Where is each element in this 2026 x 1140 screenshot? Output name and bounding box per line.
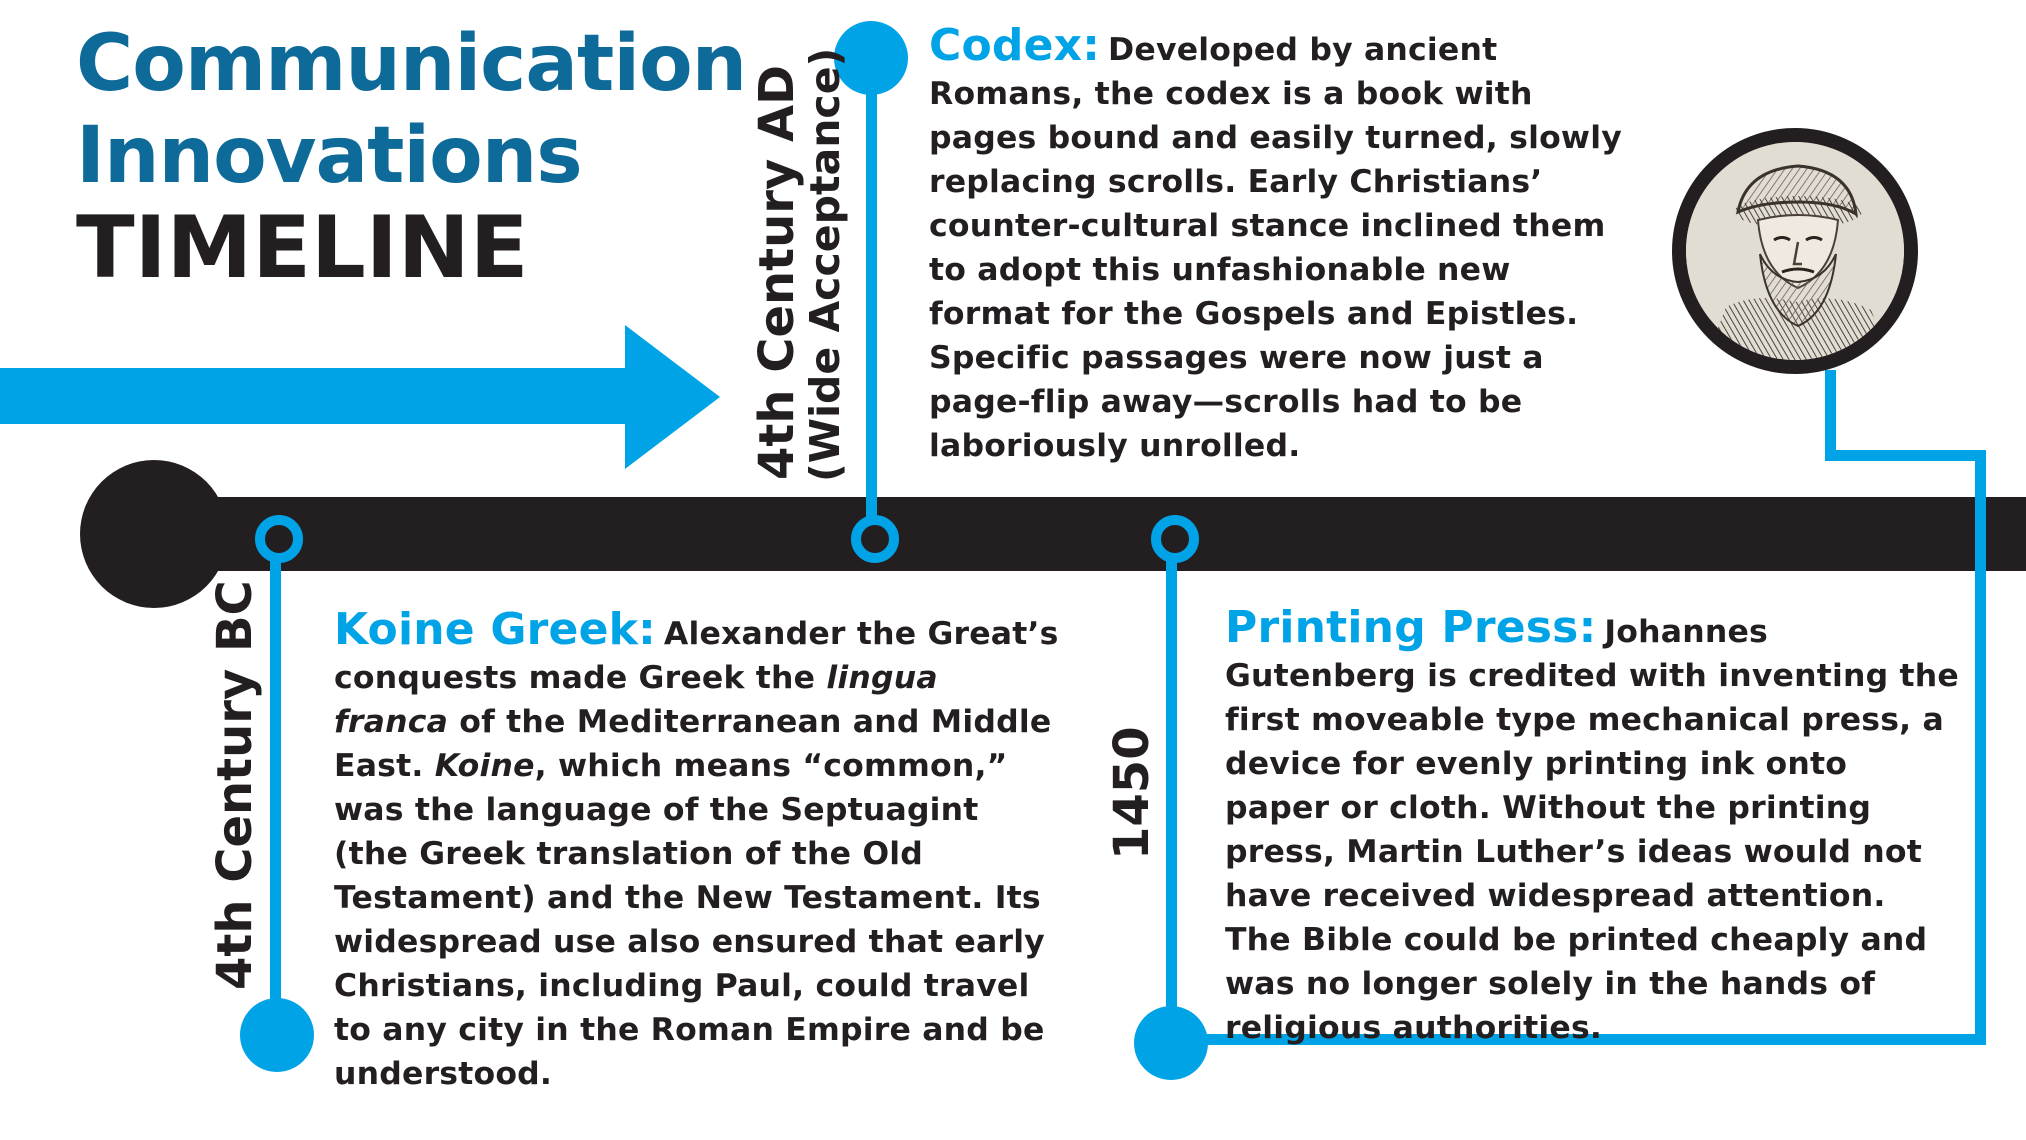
koine-end-dot xyxy=(240,998,314,1072)
codex-date: 4th Century AD xyxy=(749,65,805,480)
title-line-3: TIMELINE xyxy=(76,198,529,298)
codex-timeline-marker xyxy=(851,515,899,563)
press-date: 1450 xyxy=(1104,726,1160,860)
portrait-connector-top xyxy=(1825,450,1986,461)
codex-text: Developed by ancient Romans, the codex is a book with pages bound and easily turned, slowly replacing scrolls. Early Christians’ counter-cultural stance inclined them to adopt this unfashionable new format for the Gospels and Epistles. Specific passages were now just a page-flip away—scrolls had to be laboriously unrolled. xyxy=(929,32,1622,464)
press-timeline-marker xyxy=(1151,515,1199,563)
press-entry xyxy=(1225,602,1960,1050)
koine-timeline-marker xyxy=(255,515,303,563)
koine-text-lingua-franca: lingua franca xyxy=(334,660,938,740)
koine-text-1: Alexander the Great’s conquests made Greek the xyxy=(334,616,1059,696)
koine-date: 4th Century BC xyxy=(207,580,263,990)
gutenberg-portrait-icon xyxy=(1672,128,1918,374)
koine-text-2: of the Mediterranean and Middle East. xyxy=(334,704,1052,784)
codex-heading: Codex: xyxy=(929,20,1101,71)
press-text: Johannes Gutenberg is credited with inventing the first moveable type mechanical press, a device for evenly printing ink onto paper or cloth. Without the printing press, Martin Luther’s ideas would not have received widespread attention. The Bible could be printed cheaply and was no longer solely in the hands of religious authorities. xyxy=(1225,614,1959,1046)
portrait-illustration xyxy=(1686,142,1904,360)
title-line-1: Communication xyxy=(76,19,747,109)
arrow-shaft xyxy=(0,368,630,424)
portrait-connector-stem xyxy=(1825,370,1836,460)
right-arrow-icon xyxy=(625,325,720,469)
title-line-2: Innovations xyxy=(76,111,582,201)
portrait-connector-right xyxy=(1975,450,1986,1045)
koine-text-3: , which means “common,” was the language of the Septuagint (the Greek translation of the Old Testament) and the New Testament. Its widespread use also ensured that early Christians, including Paul, could travel to any city in the Roman Empire and be understood. xyxy=(334,748,1045,1092)
timeline-bar xyxy=(135,497,2026,571)
codex-date-note: (Wide Acceptance) xyxy=(801,47,849,482)
codex-entry xyxy=(929,20,1634,468)
koine-heading: Koine Greek: xyxy=(334,604,656,655)
codex-connector-line xyxy=(866,60,877,530)
koine-entry xyxy=(334,604,1059,1096)
page-title xyxy=(76,18,747,298)
press-connector-line xyxy=(1166,534,1177,1024)
koine-text-koine: Koine xyxy=(434,748,535,784)
press-heading: Printing Press: xyxy=(1225,602,1597,653)
koine-connector-line xyxy=(270,534,281,1024)
